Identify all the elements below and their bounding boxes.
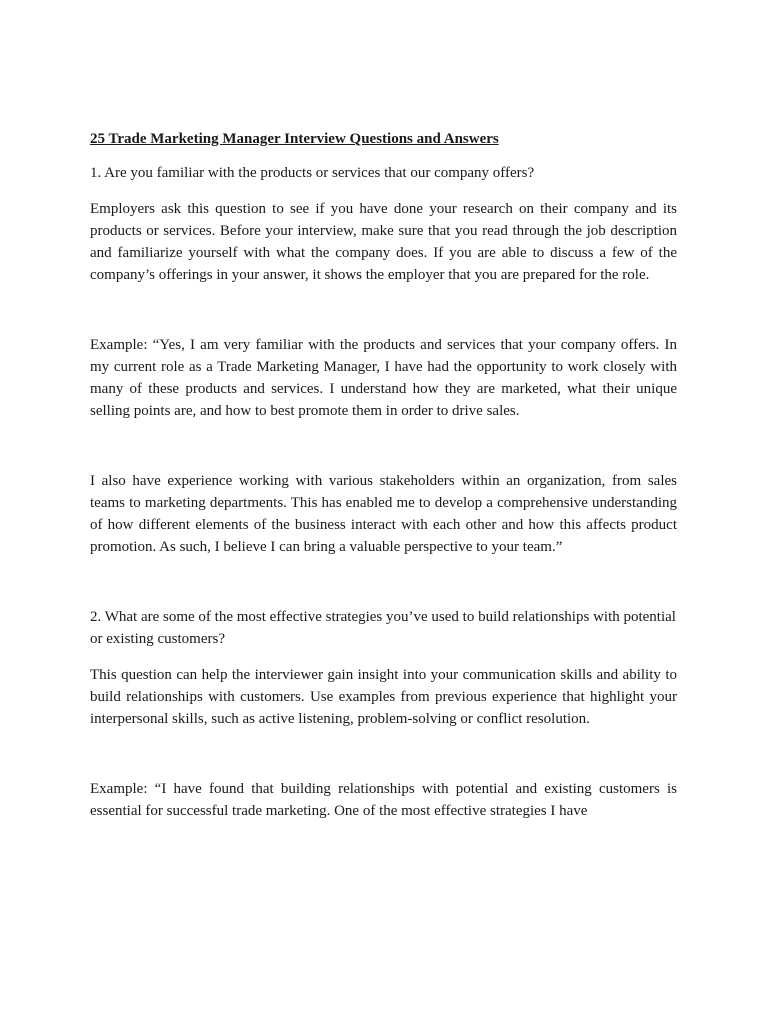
answer-2-explanation: This question can help the interviewer gain insight into your communication skills and ability to build relationships with customers. Use examples from previous experience that highlight your interpersonal skills, such as active listening, problem-solving or conflict resolution.	[90, 667, 677, 727]
question-2: 2. What are some of the most effective strategies you’ve used to build relationships with potential or existing customers?	[90, 609, 676, 647]
document-title: 25 Trade Marketing Manager Interview Questions and Answers	[90, 131, 499, 147]
paragraph-spacer	[90, 558, 677, 606]
answer-1-example-continued: I also have experience working with various stakeholders within an organization, from sales teams to marketing departments. This has enabled me to develop a comprehensive understanding of how different elements of the business interact with each other and how this affects product promotion. As such, I believe I can bring a valuable perspective to your team.”	[90, 473, 677, 555]
paragraph-spacer	[90, 730, 677, 778]
document-body	[90, 128, 677, 822]
answer-1-example: Example: “Yes, I am very familiar with the products and services that your company offers. In my current role as a Trade Marketing Manager, I have had the opportunity to work closely with many of these products and services. I understand how they are marketed, what their unique selling points are, and how to best promote them in order to drive sales.	[90, 337, 677, 419]
answer-2-example: Example: “I have found that building relationships with potential and existing customers is essential for successful trade marketing. One of the most effective strategies I have	[90, 781, 677, 819]
answer-1-explanation: Employers ask this question to see if you have done your research on their company and its products or services. Before your interview, make sure that you read through the job description and familiarize yourself with what the company does. If you are able to discuss a few of the company’s offerings in your answer, it shows the employer that you are prepared for the role.	[90, 201, 677, 283]
paragraph-spacer	[90, 286, 677, 334]
paragraph-spacer	[90, 422, 677, 470]
question-1: 1. Are you familiar with the products or services that our company offers?	[90, 165, 535, 181]
